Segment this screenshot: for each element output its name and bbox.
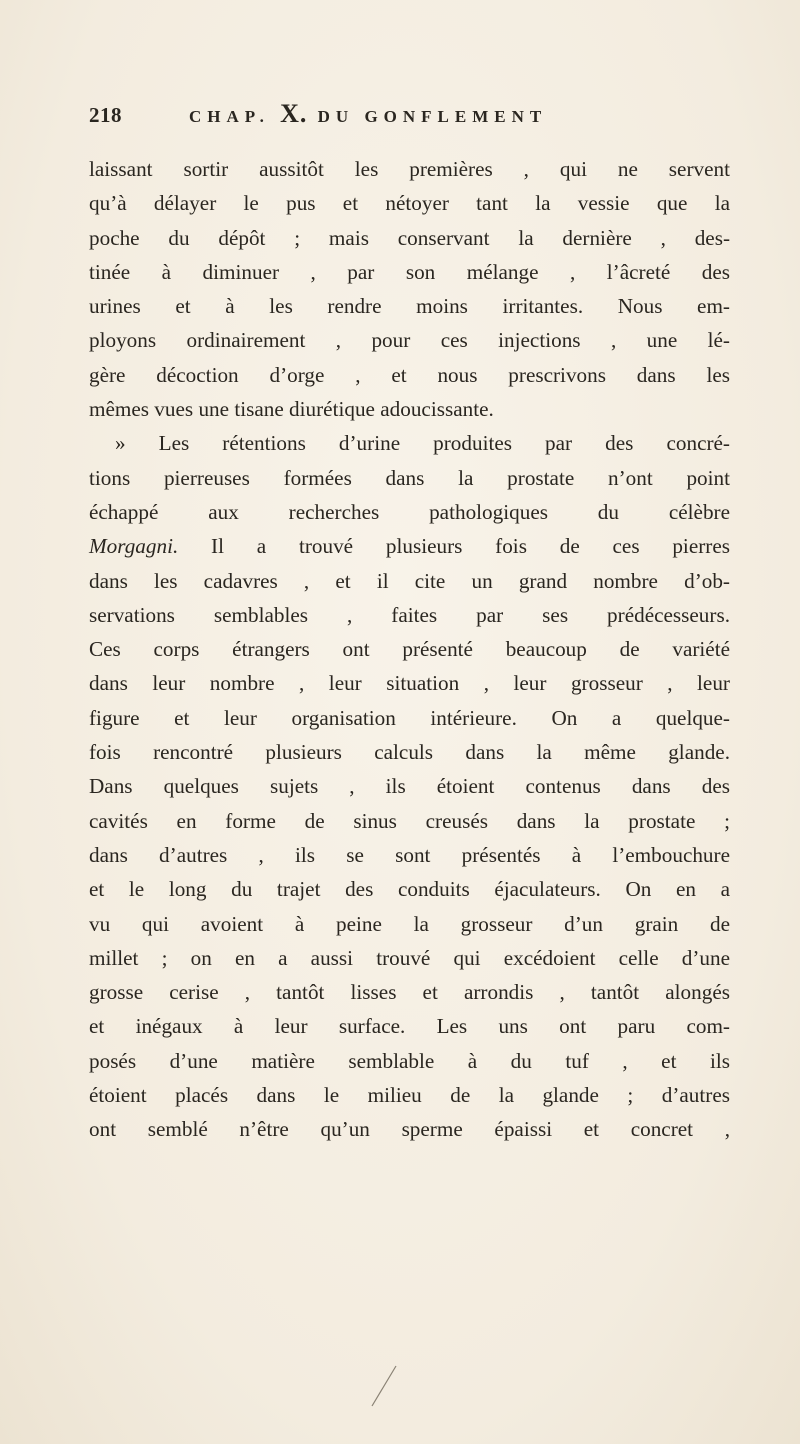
text-line: grosse cerise , tantôt lisses et arrondis , tantôt alongés [89,980,730,1005]
text-line: millet ; on en a aussi trouvé qui excédoient celle d’une [89,945,730,970]
text-line: tinée à diminuer , par son mélange , l’âcreté des [89,259,730,284]
chapter-number: X. [280,99,308,128]
text-line: Morgagni. Il a trouvé plusieurs fois de ces pierres [89,534,730,559]
text-line: tions pierreuses formées dans la prostate n’ont point [89,465,730,490]
text-line: Ces corps étrangers ont présenté beaucoup de variété [89,637,730,662]
text-line: étoient placés dans le milieu de la glande ; d’autres [89,1083,730,1108]
page-number: 218 [89,103,122,127]
ink-stroke-mark [366,1360,406,1410]
body-text [89,152,730,1147]
italic-name: Morgagni. [89,534,179,559]
chapter-label: CHAP. [189,107,270,126]
text-line: figure et leur organisation intérieure. On a quelque- [89,705,730,730]
running-head [189,99,547,129]
text-line: laissant sortir aussitôt les premières , qui ne servent [89,157,730,181]
text-line: et inégaux à leur surface. Les uns ont paru com- [89,1014,730,1039]
text-line: gère décoction d’orge , et nous prescrivons dans les [89,362,730,387]
text-line: » Les rétentions d’urine produites par des concré- [115,431,730,456]
text-line: ployons ordinairement , pour ces injections , une lé- [89,328,730,353]
text-line: poche du dépôt ; mais conservant la dernière , des- [89,225,730,250]
text-line: cavités en forme de sinus creusés dans la prostate ; [89,808,730,833]
text-line: dans d’autres , ils se sont présentés à l’embouchure [89,842,730,867]
text-line: qu’à délayer le pus et nétoyer tant la vessie que la [89,191,730,216]
text-line: posés d’une matière semblable à du tuf , et ils [89,1048,730,1073]
chapter-title: DU GONFLEMENT [317,107,548,126]
text-line: fois rencontré plusieurs calculs dans la même glande. [89,740,730,765]
text-line: dans les cadavres , et il cite un grand nombre d’ob- [89,568,730,593]
text-line: servations semblables , faites par ses prédécesseurs. [89,602,730,627]
page-header [89,99,729,139]
text-line: échappé aux recherches pathologiques du célèbre [89,499,730,524]
text-line: vu qui avoient à peine la grosseur d’un grain de [89,911,730,936]
text-line: et le long du trajet des conduits éjaculateurs. On en a [89,877,730,902]
text-line: urines et à les rendre moins irritantes. Nous em- [89,294,730,319]
text-line: ont semblé n’être qu’un sperme épaissi et concret , [89,1117,730,1142]
text-line: mêmes vues une tisane diurétique adoucissante. [89,397,494,422]
text-line: Dans quelques sujets , ils étoient contenus dans des [89,774,730,799]
text-line: dans leur nombre , leur situation , leur grosseur , leur [89,671,730,696]
